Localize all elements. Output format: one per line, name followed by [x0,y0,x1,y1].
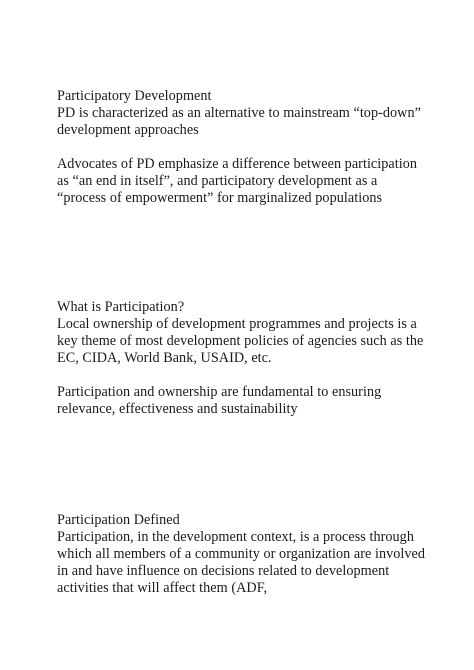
text-line: Participation and ownership are fundamental to ensuring [57,384,382,400]
text-line: EC, CIDA, World Bank, USAID, etc. [57,350,272,366]
text-line: Advocates of PD emphasize a difference between participation [57,156,418,172]
text-line: relevance, effectiveness and sustainability [57,401,298,417]
text-line: Participation, in the development context, is a process through [57,529,414,545]
section-heading: What is Participation? [57,299,185,315]
text-line: as “an end in itself”, and participatory development as a [57,173,378,189]
section-heading: Participation Defined [57,512,180,528]
text-line: key theme of most development policies of agencies such as the [57,333,424,349]
text-line: activities that will affect them (ADF, [57,580,268,596]
text-line: development approaches [57,122,199,138]
section-heading: Participatory Development [57,88,212,104]
text-line: Local ownership of development programmes and projects is a [57,316,417,332]
text-line: in and have influence on decisions related to development [57,563,390,579]
text-line: PD is characterized as an alternative to mainstream “top-down” [57,105,421,121]
text-line: which all members of a community or organization are involved [57,546,426,562]
text-line: “process of empowerment” for marginalized populations [57,190,383,206]
